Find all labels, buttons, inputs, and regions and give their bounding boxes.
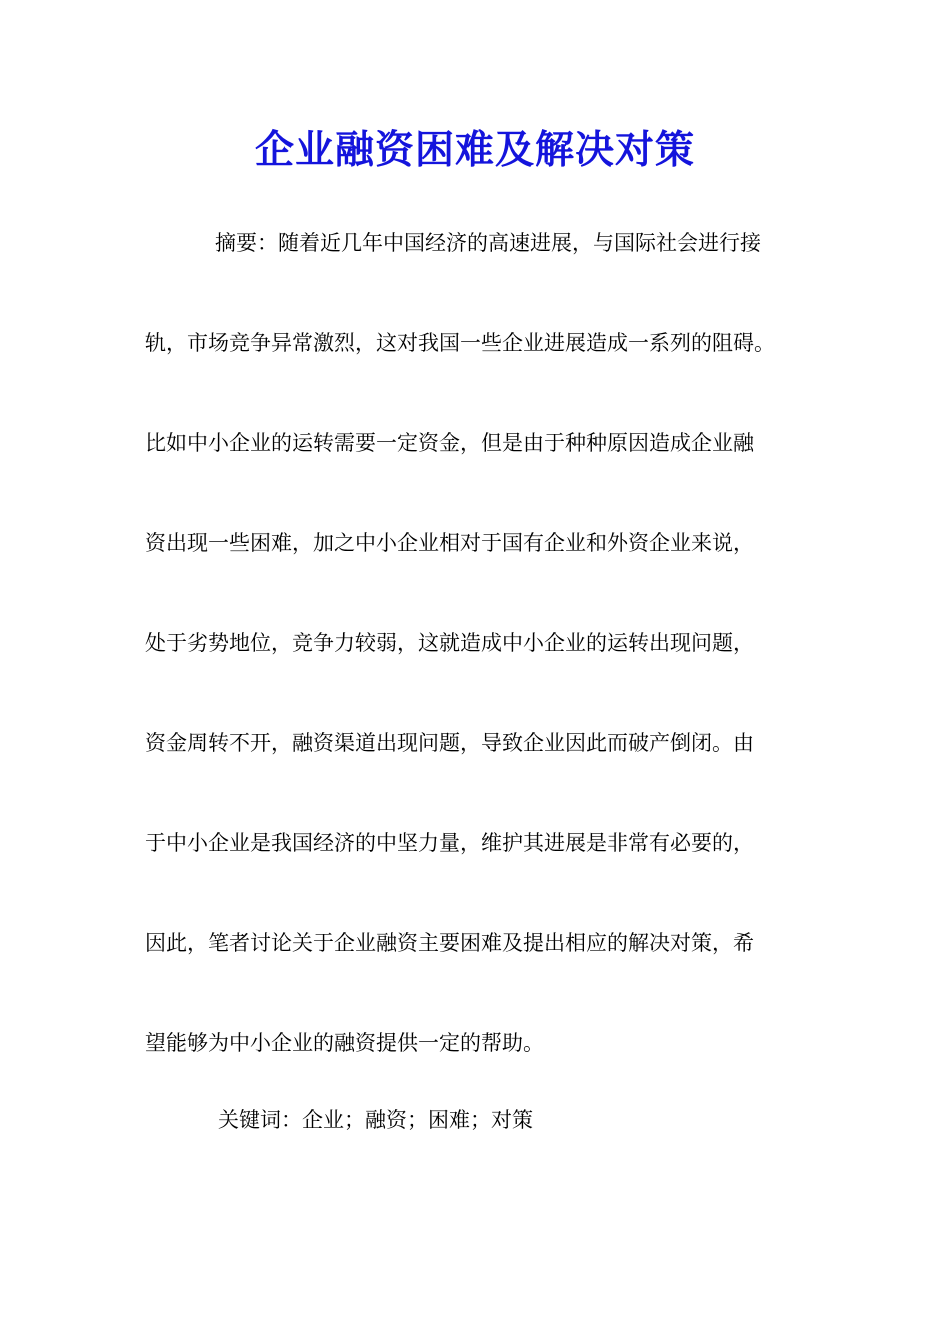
abstract-line: 望能够为中小企业的融资提供一定的帮助。: [145, 1031, 544, 1055]
abstract-line: 于中小企业是我国经济的中坚力量，维护其进展是非常有必要的，: [145, 831, 754, 855]
document-title: 企业融资困难及解决对策: [254, 127, 695, 173]
abstract-line: 轨，市场竞争异常激烈，这对我国一些企业进展造成一系列的阻碍。: [145, 331, 775, 355]
abstract-line: 比如中小企业的运转需要一定资金，但是由于种种原因造成企业融: [145, 431, 754, 455]
abstract-line: 资金周转不开，融资渠道出现问题，导致企业因此而破产倒闭。由: [145, 731, 754, 755]
abstract-line: 因此，笔者讨论关于企业融资主要困难及提出相应的解决对策，希: [145, 931, 754, 955]
keywords-line: 关键词：企业；融资；困难；对策: [218, 1108, 533, 1132]
abstract-line: 摘要：随着近几年中国经济的高速进展，与国际社会进行接: [215, 231, 761, 255]
abstract-line: 处于劣势地位，竞争力较弱，这就造成中小企业的运转出现问题，: [145, 631, 754, 655]
abstract-paragraph: [145, 216, 810, 1116]
abstract-line: 资出现一些困难，加之中小企业相对于国有企业和外资企业来说，: [145, 531, 754, 555]
